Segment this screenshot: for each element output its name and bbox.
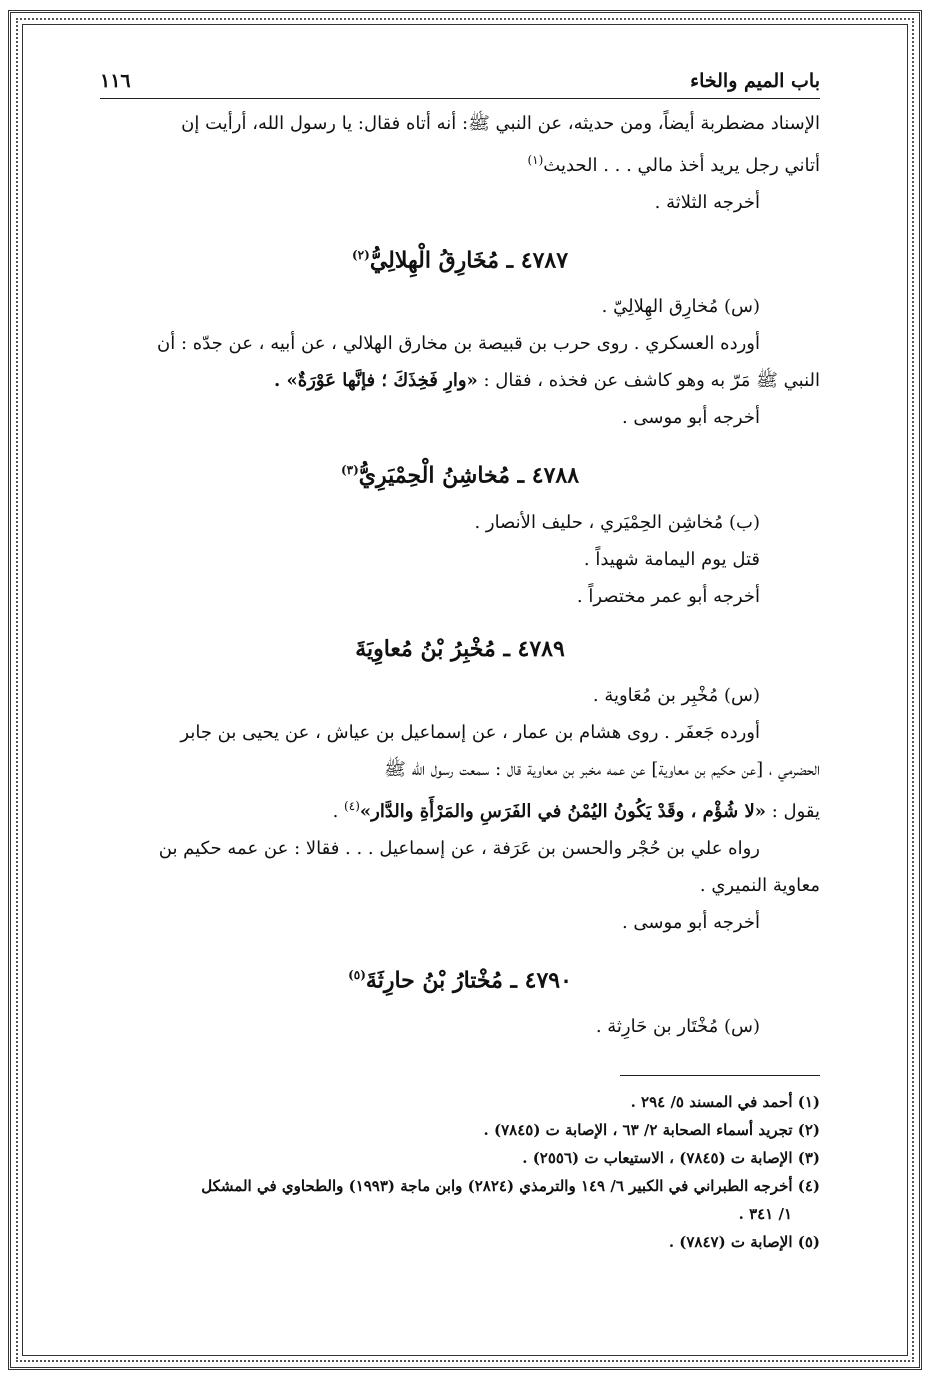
text-line: (س) مُخارِق الهِلالِيّ . (601, 296, 760, 318)
entry-title: ٤٧٨٨ ـ مُخاشِنُ الْحِمْيَرِيُّ$^{(٣)}$ (340, 462, 580, 489)
entry-title: ٤٧٩٠ ـ مُخْتارُ بْنُ حارِثَةَ$^{(٥)}$ (348, 966, 572, 993)
section-title: باب الميم والخاء (690, 70, 820, 92)
footnote-separator (620, 1075, 820, 1076)
text-line: معاوية النميري . (699, 874, 820, 896)
text-line: أورده العسكري . روى حرب بن قبيصة بن مخارق الهلالي ، عن أبيه ، عن جدّه : أن (157, 333, 760, 355)
text-line: أخرجه أبو موسى . (621, 407, 760, 429)
footnote-ref: (٢) (351, 248, 370, 262)
text-line: رواه علي بن حُجْر والحسن بن عَرَفة ، عن إسماعيل . . . فقالا : عن عمه حكيم بن (158, 837, 760, 859)
hadith-quote: «وارِ فَخِذَكَ ؛ فإنَّها عَوْرَةٌ» . (274, 370, 478, 392)
text-line: (س) مُخْبِر بن مُعَاوية . (592, 684, 760, 706)
footnote-ref: (١) (527, 153, 544, 167)
text-line: (س) مُخْتَار بن حَارِثة . (595, 1015, 760, 1037)
text-line: (ب) مُخاشِن الحِمْيَري ، حليف الأنصار . (474, 511, 760, 533)
text-line: أخرجه أبو موسى . (621, 911, 760, 933)
text-line: النبي ﷺ مَرّ به وهو كاشف عن فخذه ، فقال : «وارِ فَخِذَكَ ؛ فإنَّها عَوْرَةٌ» . (274, 370, 820, 392)
entry-title: ٤٧٨٧ ـ مُخَارِقُ الْهِلالِيُّ$^{(٢)}$ (351, 247, 569, 274)
book-page (100, 70, 820, 1320)
footnote-ref: (٥) (348, 967, 366, 982)
text-line: الإسناد مضطربة أيضاً، ومن حديثه، عن النبي ﷺ: أنه أتاه فقال: يا رسول الله، أرأيت إن (181, 113, 820, 134)
text-line: الحضرمي ، [عن حكيم بن معاوية] عن عمه مخبر بن معاوية قال : سمعت رسول الله ﷺ (384, 758, 820, 780)
text-line: أخرجه أبو عمر مختصراً . (576, 585, 760, 607)
footnote: (٥) الإصابة ت (٧٨٤٧) . (668, 1232, 820, 1251)
footnote: (١) أحمد في المسند ٥/ ٢٩٤ . (630, 1092, 820, 1111)
footnote-ref: (٣) (340, 463, 359, 478)
text-line: يقول : «لا شُؤْم ، وقَدْ يَكُونُ اليُمْنُ في الفَرَسِ والمَرْأَةِ والدَّار»$^{(٤)}$ . (332, 798, 820, 822)
entry-title: ٤٧٨٩ ـ مُخْبِرُ بْنُ مُعاوِيَةَ (355, 635, 565, 662)
running-header (100, 70, 820, 99)
page-number: ١١٦ (100, 70, 131, 92)
hadith-quote: «لا شُؤْم ، وقَدْ يَكُونُ اليُمْنُ في الفَرَسِ والمَرْأَةِ والدَّار» (359, 800, 766, 822)
footnote: ١/ ٣٤١ . (738, 1204, 792, 1223)
text-line: أتاني رجل يريد أخذ مالي . . . الحديث$^{(١)}$ (527, 153, 820, 176)
footnote-ref: (٤) (344, 798, 360, 813)
footnote: (٢) تجريد أسماء الصحابة ٢/ ٦٣ ، الإصابة ت (٧٨٤٥) . (483, 1120, 820, 1139)
text-line: أخرجه الثلاثة . (654, 192, 760, 213)
text-line: قتل يوم اليمامة شهيداً . (583, 548, 760, 570)
footnote: (٤) أخرجه الطبراني في الكبير ٦/ ١٤٩ والترمذي (٢٨٢٤) وابن ماجة (١٩٩٣) والطحاوي في المشكل (201, 1176, 820, 1195)
footnote: (٣) الإصابة ت (٧٨٤٥) ، الاستيعاب ت (٢٥٥٦) . (522, 1148, 820, 1167)
text-line: أورده جَعفَر . روى هشام بن عمار ، عن إسماعيل بن عياش ، عن يحيى بن جابر (180, 721, 760, 743)
